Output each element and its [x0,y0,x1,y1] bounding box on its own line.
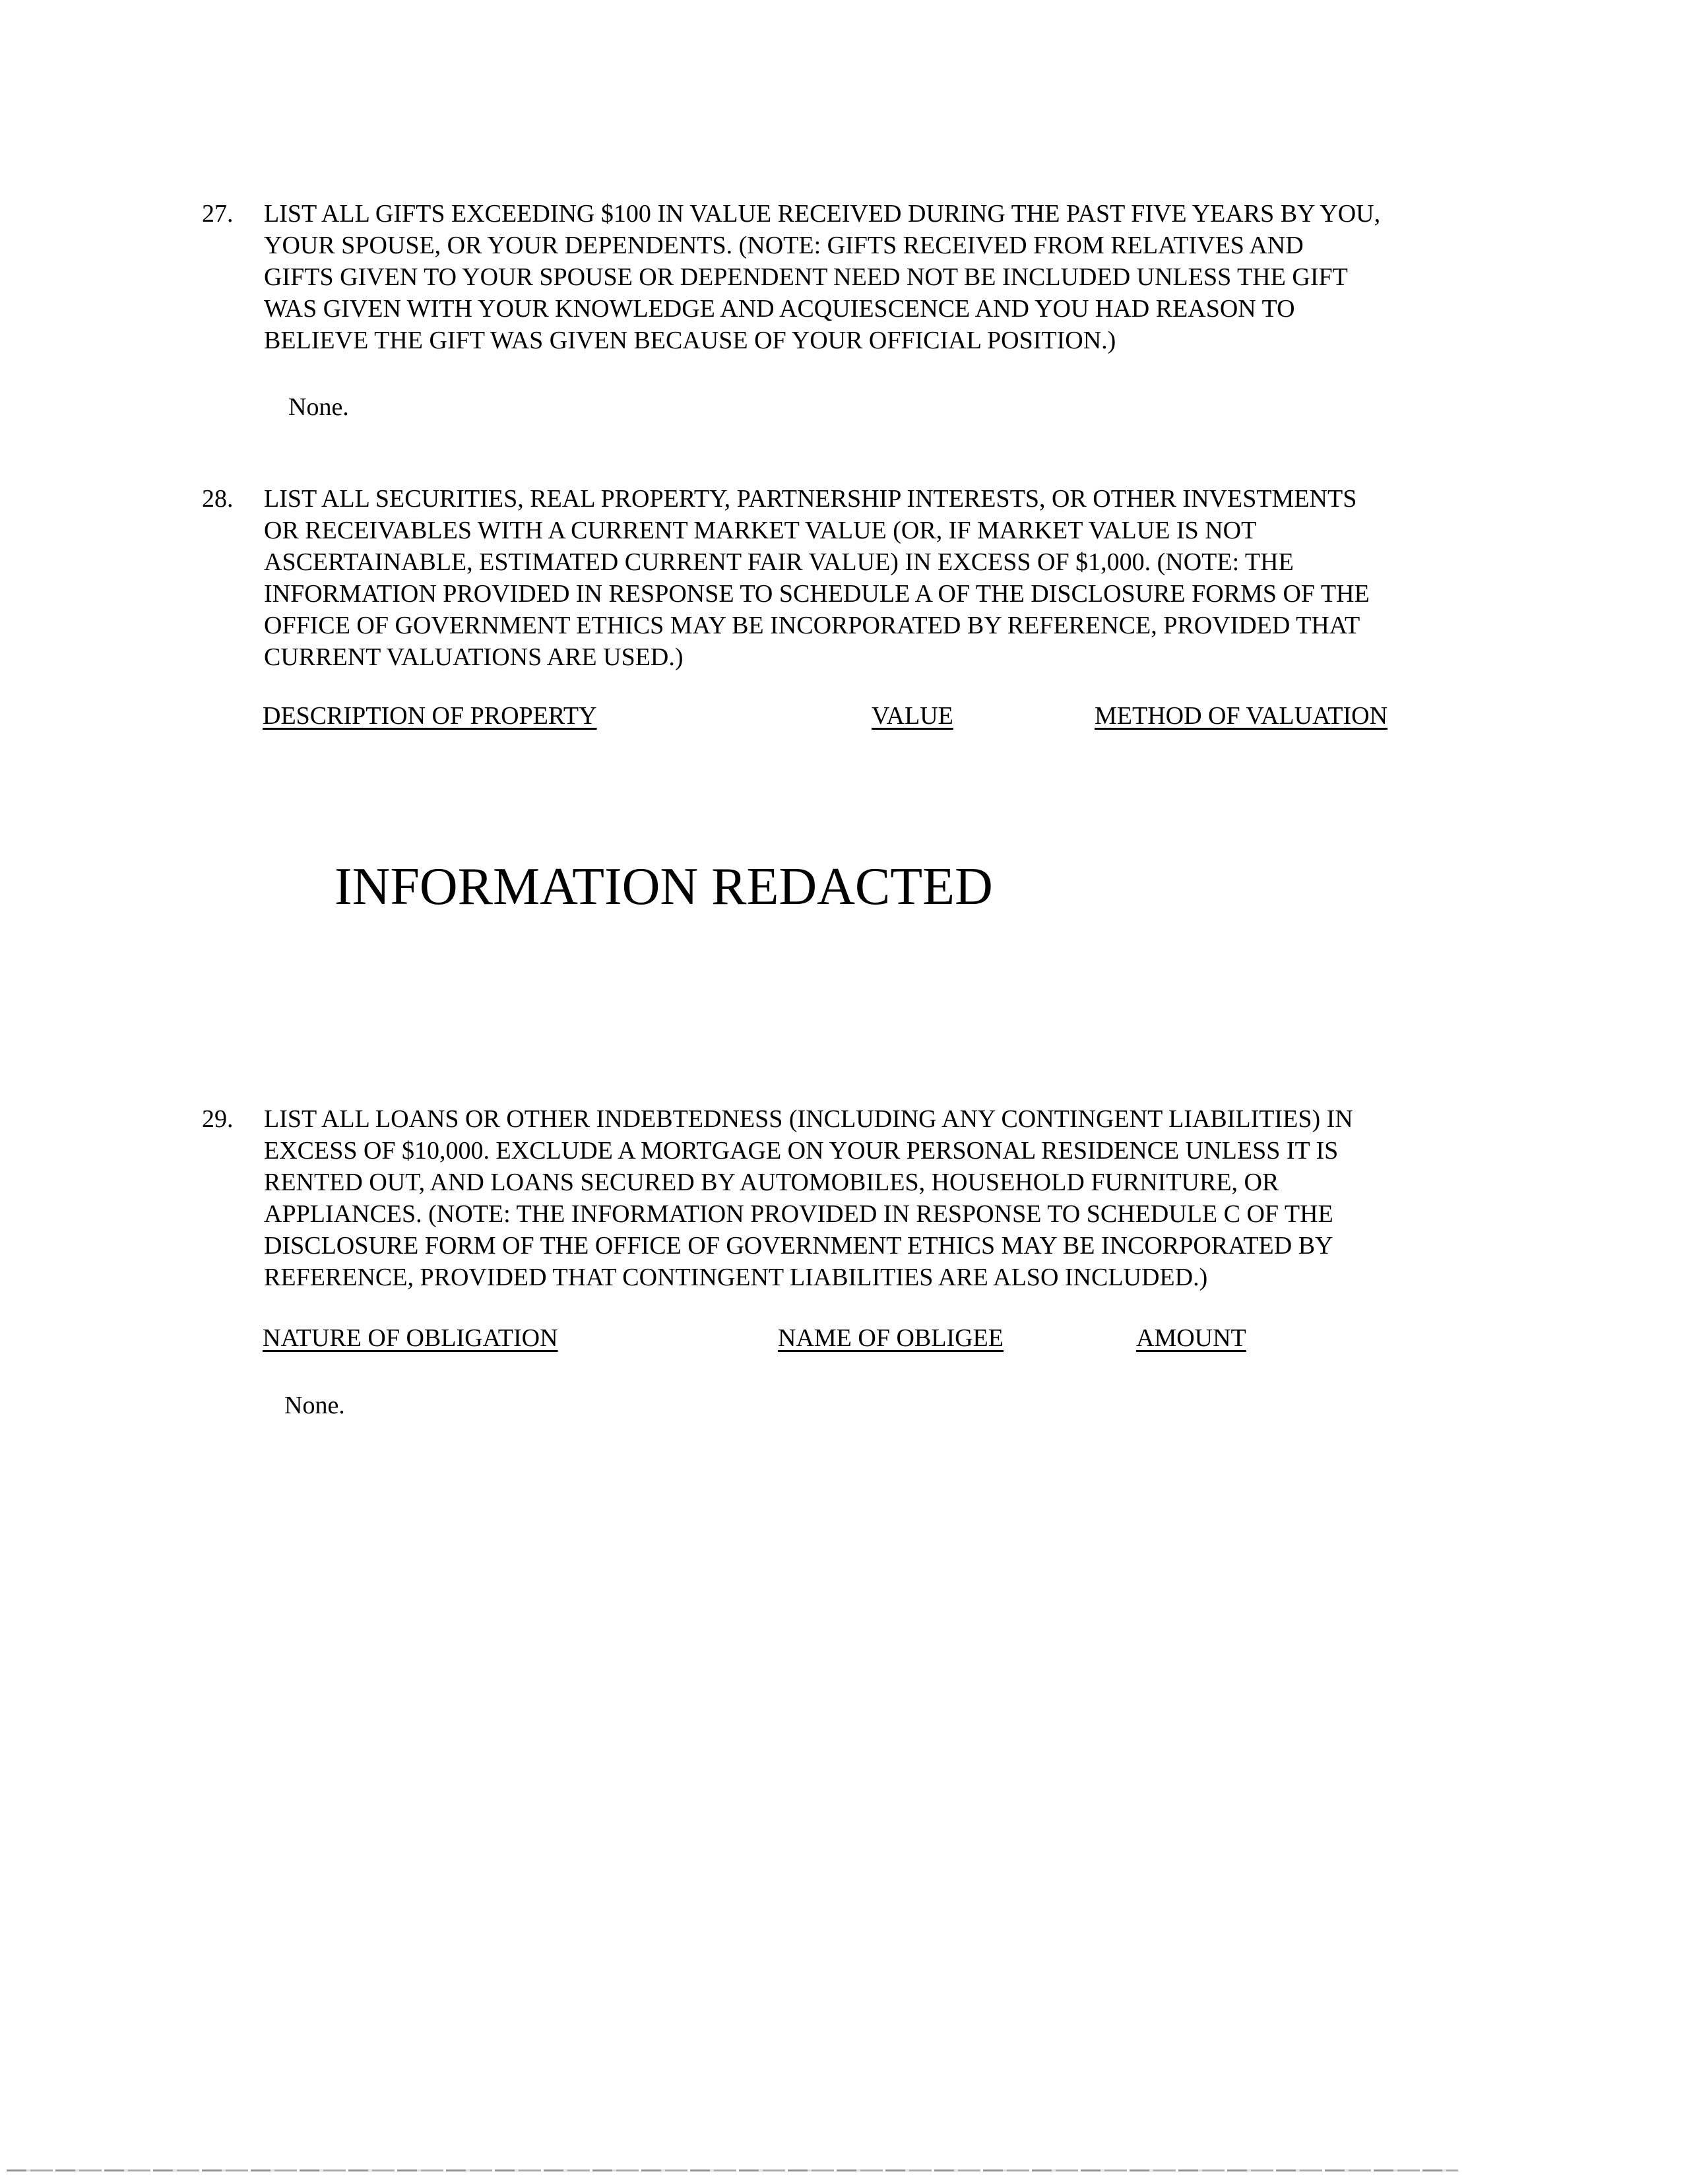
question-29-line: LIST ALL LOANS OR OTHER INDEBTEDNESS (INCLUDING ANY CONTINGENT LIABILITIES) IN [264,1105,1353,1133]
question-28-line: INFORMATION PROVIDED IN RESPONSE TO SCHEDULE A OF THE DISCLOSURE FORMS OF THE [264,580,1370,608]
question-28-line: CURRENT VALUATIONS ARE USED.) [264,643,684,671]
question-29-number: 29. [202,1105,234,1133]
column-header-obligee: NAME OF OBLIGEE [778,1324,1004,1352]
question-28-line: OR RECEIVABLES WITH A CURRENT MARKET VALUE (OR, IF MARKET VALUE IS NOT [264,517,1257,544]
question-29-line: RENTED OUT, AND LOANS SECURED BY AUTOMOBILES, HOUSEHOLD FURNITURE, OR [264,1169,1279,1196]
question-27-line: BELIEVE THE GIFT WAS GIVEN BECAUSE OF YOUR OFFICIAL POSITION.) [264,327,1116,354]
question-29-line: EXCESS OF $10,000. EXCLUDE A MORTGAGE ON YOUR PERSONAL RESIDENCE UNLESS IT IS [264,1137,1339,1165]
column-header-value: VALUE [872,702,953,730]
column-header-nature: NATURE OF OBLIGATION [263,1324,558,1352]
redaction-notice: INFORMATION REDACTED [335,858,993,916]
question-28-line: ASCERTAINABLE, ESTIMATED CURRENT FAIR VALUE) IN EXCESS OF $1,000. (NOTE: THE [264,548,1294,576]
question-28-line: OFFICE OF GOVERNMENT ETHICS MAY BE INCORPORATED BY REFERENCE, PROVIDED THAT [264,612,1360,639]
question-27-text [264,198,1380,356]
scan-edge-line [7,2169,1458,2171]
column-header-amount: AMOUNT [1136,1324,1246,1352]
question-28-text [264,483,1370,673]
question-29-line: APPLIANCES. (NOTE: THE INFORMATION PROVIDED IN RESPONSE TO SCHEDULE C OF THE [264,1200,1333,1228]
question-27-line: WAS GIVEN WITH YOUR KNOWLEDGE AND ACQUIESCENCE AND YOU HAD REASON TO [264,295,1295,323]
question-29-line: REFERENCE, PROVIDED THAT CONTINGENT LIABILITIES ARE ALSO INCLUDED.) [264,1264,1208,1291]
question-29-line: DISCLOSURE FORM OF THE OFFICE OF GOVERNMENT ETHICS MAY BE INCORPORATED BY [264,1232,1333,1260]
question-27-answer: None. [288,393,349,421]
question-27-line: LIST ALL GIFTS EXCEEDING $100 IN VALUE RECEIVED DURING THE PAST FIVE YEARS BY YOU, [264,200,1381,228]
column-header-method: METHOD OF VALUATION [1095,702,1388,730]
question-27-number: 27. [202,200,234,228]
question-29-answer: None. [284,1392,345,1419]
question-27-line: GIFTS GIVEN TO YOUR SPOUSE OR DEPENDENT NEED NOT BE INCLUDED UNLESS THE GIFT [264,263,1348,291]
question-27-line: YOUR SPOUSE, OR YOUR DEPENDENTS. (NOTE: GIFTS RECEIVED FROM RELATIVES AND [264,232,1304,259]
question-29-text [264,1103,1353,1293]
question-28-line: LIST ALL SECURITIES, REAL PROPERTY, PARTNERSHIP INTERESTS, OR OTHER INVESTMENTS [264,485,1357,513]
question-28-number: 28. [202,485,234,513]
column-header-description: DESCRIPTION OF PROPERTY [263,702,597,730]
